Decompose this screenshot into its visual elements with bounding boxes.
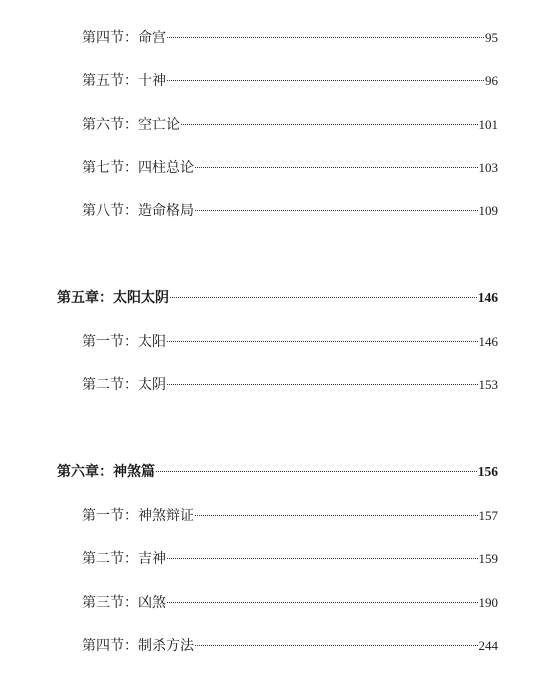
- entry-title: 第六节：空亡论: [82, 117, 180, 133]
- entry-title: 第二节：太阴: [82, 377, 166, 393]
- entry-title: 第四节：命宫: [82, 30, 166, 46]
- page-number: 101: [478, 117, 498, 132]
- toc-entry-section: [82, 158, 498, 178]
- entry-title: 第一节：神煞辩证: [82, 508, 194, 524]
- dot-leader: [167, 558, 478, 559]
- dot-leader: [181, 124, 478, 125]
- page-number: 190: [478, 595, 498, 610]
- page-number: 96: [485, 73, 498, 88]
- toc-entry-section: [82, 332, 498, 352]
- toc-entry-section: [82, 375, 498, 395]
- toc-entry-section: [82, 506, 498, 526]
- entry-title: 第二节：吉神: [82, 551, 166, 567]
- dot-leader: [156, 471, 477, 472]
- dot-leader: [195, 645, 478, 646]
- page-number: 157: [478, 508, 498, 523]
- page-number: 146: [478, 334, 498, 349]
- entry-title: 第三节：凶煞: [82, 595, 166, 611]
- dot-leader: [195, 167, 478, 168]
- entry-title: 第五节：十神: [82, 73, 166, 89]
- page-number: 244: [478, 638, 498, 653]
- toc-entry-section: [82, 636, 498, 656]
- toc-entry-section: [82, 115, 498, 135]
- chapter-title: 第六章：神煞篇: [57, 464, 155, 480]
- dot-leader: [167, 602, 478, 603]
- page-number: 95: [485, 30, 498, 45]
- chapter-title: 第五章：太阳太阴: [57, 290, 169, 306]
- page-number: 103: [478, 160, 498, 175]
- page-number: 153: [478, 377, 498, 392]
- page-number: 109: [478, 203, 498, 218]
- dot-leader: [170, 297, 477, 298]
- dot-leader: [167, 384, 478, 385]
- dot-leader: [167, 37, 484, 38]
- entry-title: 第八节：造命格局: [82, 203, 194, 219]
- entry-title: 第七节：四柱总论: [82, 160, 194, 176]
- toc-entry-chapter: [57, 462, 498, 482]
- page-number: 159: [478, 551, 498, 566]
- entry-title: 第一节：太阳: [82, 334, 166, 350]
- toc-entry-section: [82, 593, 498, 613]
- dot-leader: [167, 341, 478, 342]
- page-number: 146: [477, 290, 498, 305]
- toc-entry-section: [82, 28, 498, 48]
- toc-entry-section: [82, 71, 498, 91]
- dot-leader: [167, 80, 484, 81]
- page-number: 156: [477, 464, 498, 479]
- toc-entry-chapter: [57, 288, 498, 308]
- dot-leader: [195, 515, 478, 516]
- toc-entry-section: [82, 201, 498, 221]
- entry-title: 第四节：制杀方法: [82, 638, 194, 654]
- dot-leader: [195, 210, 478, 211]
- toc-entry-section: [82, 549, 498, 569]
